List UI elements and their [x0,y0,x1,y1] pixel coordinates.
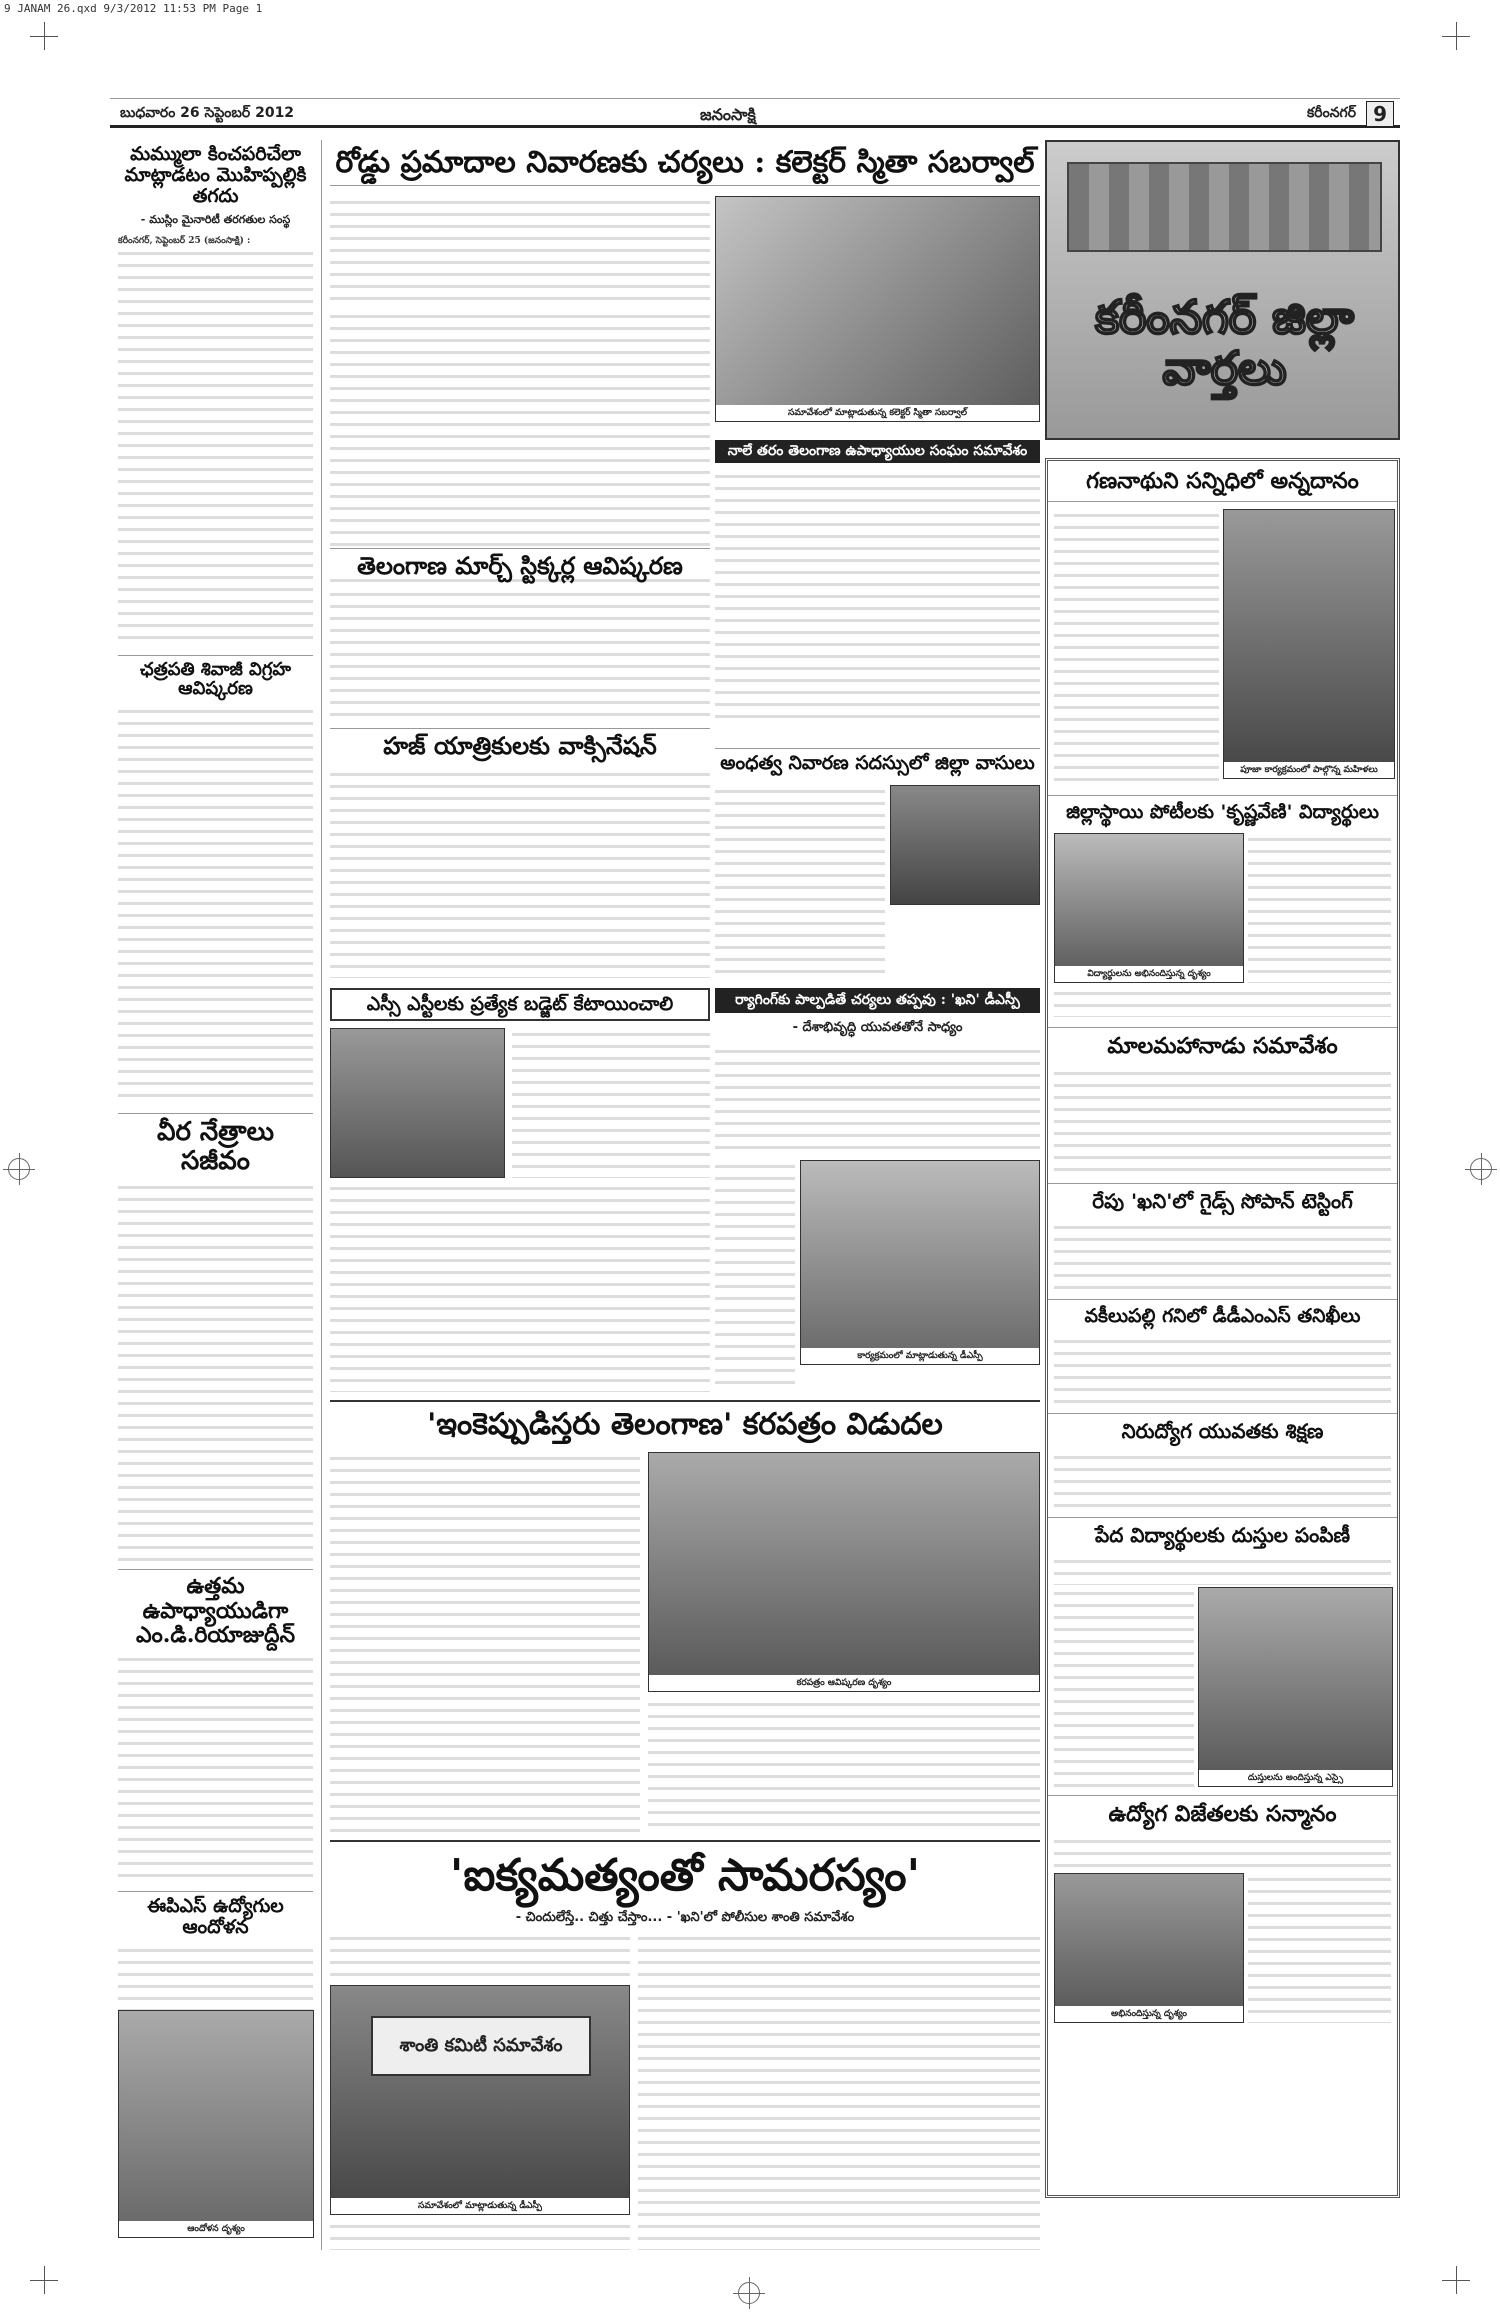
headline-left-2: ఛత్రపతి శివాజీ విగ్రహ ఆవిష్కరణ [118,655,313,700]
left-column [110,140,322,2250]
photo-unity [330,1985,630,2215]
caption-unity: సమావేశంలో మాట్లాడుతున్న డీఎస్పీ [331,2198,629,2214]
body-pamphlet [330,1452,640,1832]
headline-pamphlet: 'ఇంకెప్పుడిస్తరు తెలంగాణ' కరపత్రం విడుదల [427,1407,943,1442]
headline-ragging: ర్యాగింగ్‌కు పాల్పడితే చర్యలు తప్పవు : 'ఖని' డీఎస్పీ [715,988,1040,1013]
body-sc-st-cont [330,1182,710,1392]
registration-mark-bottom [738,2282,760,2304]
caption-award: అభినందిస్తున్న దృశ్యం [1055,2006,1243,2022]
photo-sc-st [330,1028,505,1178]
dateline: కరీంనగర్, సెప్టెంబర్ 25 (జనంసాక్షి) : [118,235,251,246]
folio-date: బుధవారం 26 సెప్టెంబర్ 2012 [120,105,295,121]
body-blindness [715,785,885,975]
headline-training: నిరుద్యోగ యువతకు శిక్షణ [1048,1413,1397,1442]
headline-ttu: నాలే తరం తెలంగాణ ఉపాధ్యాయుల సంఘం సమావేశం [715,440,1040,463]
body-unity-bottom [330,2220,630,2250]
body-text-left-3 [118,1181,313,1561]
headline-guides: రేపు 'ఖని'లో గైడ్స్ సోపాన్ టెస్టింగ్ [1048,1183,1397,1212]
body-sc-st [512,1028,710,1178]
photo-clothes [1198,1587,1393,1787]
body-haj [330,768,710,978]
caption-clothes: దుస్తులను అందిస్తున్న ఎస్సై [1199,1770,1392,1786]
caption-krishnaveni: విద్యార్థులను అభినందిస్తున్న దృశ్యం [1055,966,1243,982]
body-road-safety [330,196,710,308]
body-award-cont [1248,1873,1391,2023]
caption-ganesh: పూజా కార్యక్రమంలో పాల్గొన్న మహిళలు [1224,762,1394,778]
body-ttu [715,470,1040,720]
registration-mark-left [8,1158,30,1180]
photo-pamphlet [648,1452,1040,1692]
section-divider [330,1400,1040,1402]
body-training [1054,1451,1391,1511]
subhead-left-1: - ముస్లిం మైనారిటీ తరగతుల సంస్థ [140,212,291,226]
body-mala [1054,1067,1391,1177]
body-ganesh [1054,509,1219,789]
body-clothes-cont [1054,1587,1194,1787]
folio-section: కరీంనగర్ [1307,105,1356,121]
crop-mark-top-left [30,22,58,50]
headline-award: ఉద్యోగ విజేతలకు సన్మానం [1048,1795,1397,1826]
crop-mark-bottom-left [30,2266,58,2294]
body-ddms [1054,1335,1391,1405]
headline-blindness: అంధత్వ నివారణ సదస్సులో జిల్లా వాసులు [715,748,1040,774]
headline-krishnaveni: జిల్లాస్థాయి పోటీలకు 'కృష్ణవేణి' విద్యార్థులు [1048,795,1397,823]
subhead-ragging: - దేశాభివృద్ధి యువతతోనే సాధ్యం [792,1020,963,1035]
body-ragging [715,1045,1040,1155]
banner-peace-committee: శాంతి కమిటీ సమావేశం [371,2016,591,2076]
headline-ganesh: గణనాథుని సన్నిధిలో అన్నదానం [1048,461,1397,502]
subhead-unity: - చిందులేస్తే.. చిత్తు చేస్తాం... - 'ఖని'లో పోలీసుల శాంతి సమావేశం [515,1910,855,1925]
right-column-box [1045,458,1400,2198]
folio-paper-name: జనంసాక్షి [700,105,756,124]
banner-title: కరీంనగర్ జిల్లా వార్తలు [1095,290,1354,395]
body-clothes [1054,1555,1391,1585]
body-krishnaveni-cont [1054,987,1391,1017]
headline-unity: 'ఐక్యమత్యంతో సామరస్యం' [449,1850,921,1901]
crop-mark-top-right [1442,22,1470,50]
headline-clothes: పేద విద్యార్థులకు దుస్తుల పంపిణీ [1048,1517,1397,1546]
caption-pamphlet: కరపత్రం ఆవిష్కరణ దృశ్యం [649,1675,1039,1691]
headline-sc-st: ఎస్సీ ఎస్టీలకు ప్రత్యేక బడ్జెట్ కేటాయించాలి [330,988,710,1021]
caption-protest: ఆందోళన దృశ్యం [119,2221,313,2237]
body-pamphlet-cont [648,1698,1040,1832]
body-award [1054,1835,1391,1871]
body-ragging-cont [715,1160,795,1390]
photo-collector [715,196,1040,422]
section-divider-2 [330,1840,1040,1842]
headline-mala: మాలమహానాడు సమావేశం [1048,1027,1397,1058]
headline-telangana-march: తెలంగాణ మార్చ్ స్టిక్కర్ల ఆవిష్కరణ [330,548,710,579]
right-column [1045,140,1400,2250]
caption-college: కార్యక్రమంలో మాట్లాడుతున్న డీఎస్పీ [801,1348,1039,1364]
body-text-left-4 [118,1653,313,1883]
arch-illustration [1067,162,1382,252]
headline-left-3: వీర నేత్రాలు సజీవం [118,1113,313,1175]
folio-bar [110,98,1400,128]
body-unity [330,1932,630,1980]
body-telangana-march [330,588,710,718]
center-section [330,140,1040,2250]
photo-college [800,1160,1040,1365]
caption-collector: సమావేశంలో మాట్లాడుతున్న కలెక్టర్ స్మితా సబర్వాల్ [716,405,1039,421]
photo-ganesh [1223,509,1395,779]
crop-mark-bottom-right [1442,2266,1470,2294]
print-slug: 9 JANAM 26.qxd 9/3/2012 11:53 PM Page 1 [4,2,263,15]
registration-mark-right [1470,1158,1492,1180]
banner-image-district [1045,140,1400,440]
headline-ddms: వకీలుపల్లి గనిలో డీడీఎంఎస్ తనిఖీలు [1048,1299,1397,1327]
headline-left-4: ఉత్తమ ఉపాధ్యాయుడిగా ఎం.డి.రియాజుద్దీన్ [118,1569,313,1647]
body-unity-cont [638,1932,1040,2250]
photo-krishnaveni [1054,833,1244,983]
photo-blindness [890,785,1040,905]
body-guides [1054,1221,1391,1291]
body-text-left-1 [118,247,313,647]
headline-left-5: ఈపిఎస్ ఉద్యోగుల ఆందోళన [118,1891,313,1938]
headline-left-1: మమ్ములా కించపరిచేలా మాట్లాడటం మొహిప్పల్లికి తగదు [124,143,307,207]
body-text-left-2 [118,705,313,1105]
body-krishnaveni [1248,833,1391,983]
headline-haj: హజ్ యాత్రికులకు వాక్సినేషన్ [330,728,710,759]
photo-award [1054,1873,1244,2023]
headline-road-safety: రోడ్డు ప్రమాదాల నివారణకు చర్యలు : కలెక్టర్ స్మితా సబర్వాల్ [330,140,1040,186]
folio-page-number: 9 [1366,101,1394,127]
photo-protest [118,2010,314,2238]
